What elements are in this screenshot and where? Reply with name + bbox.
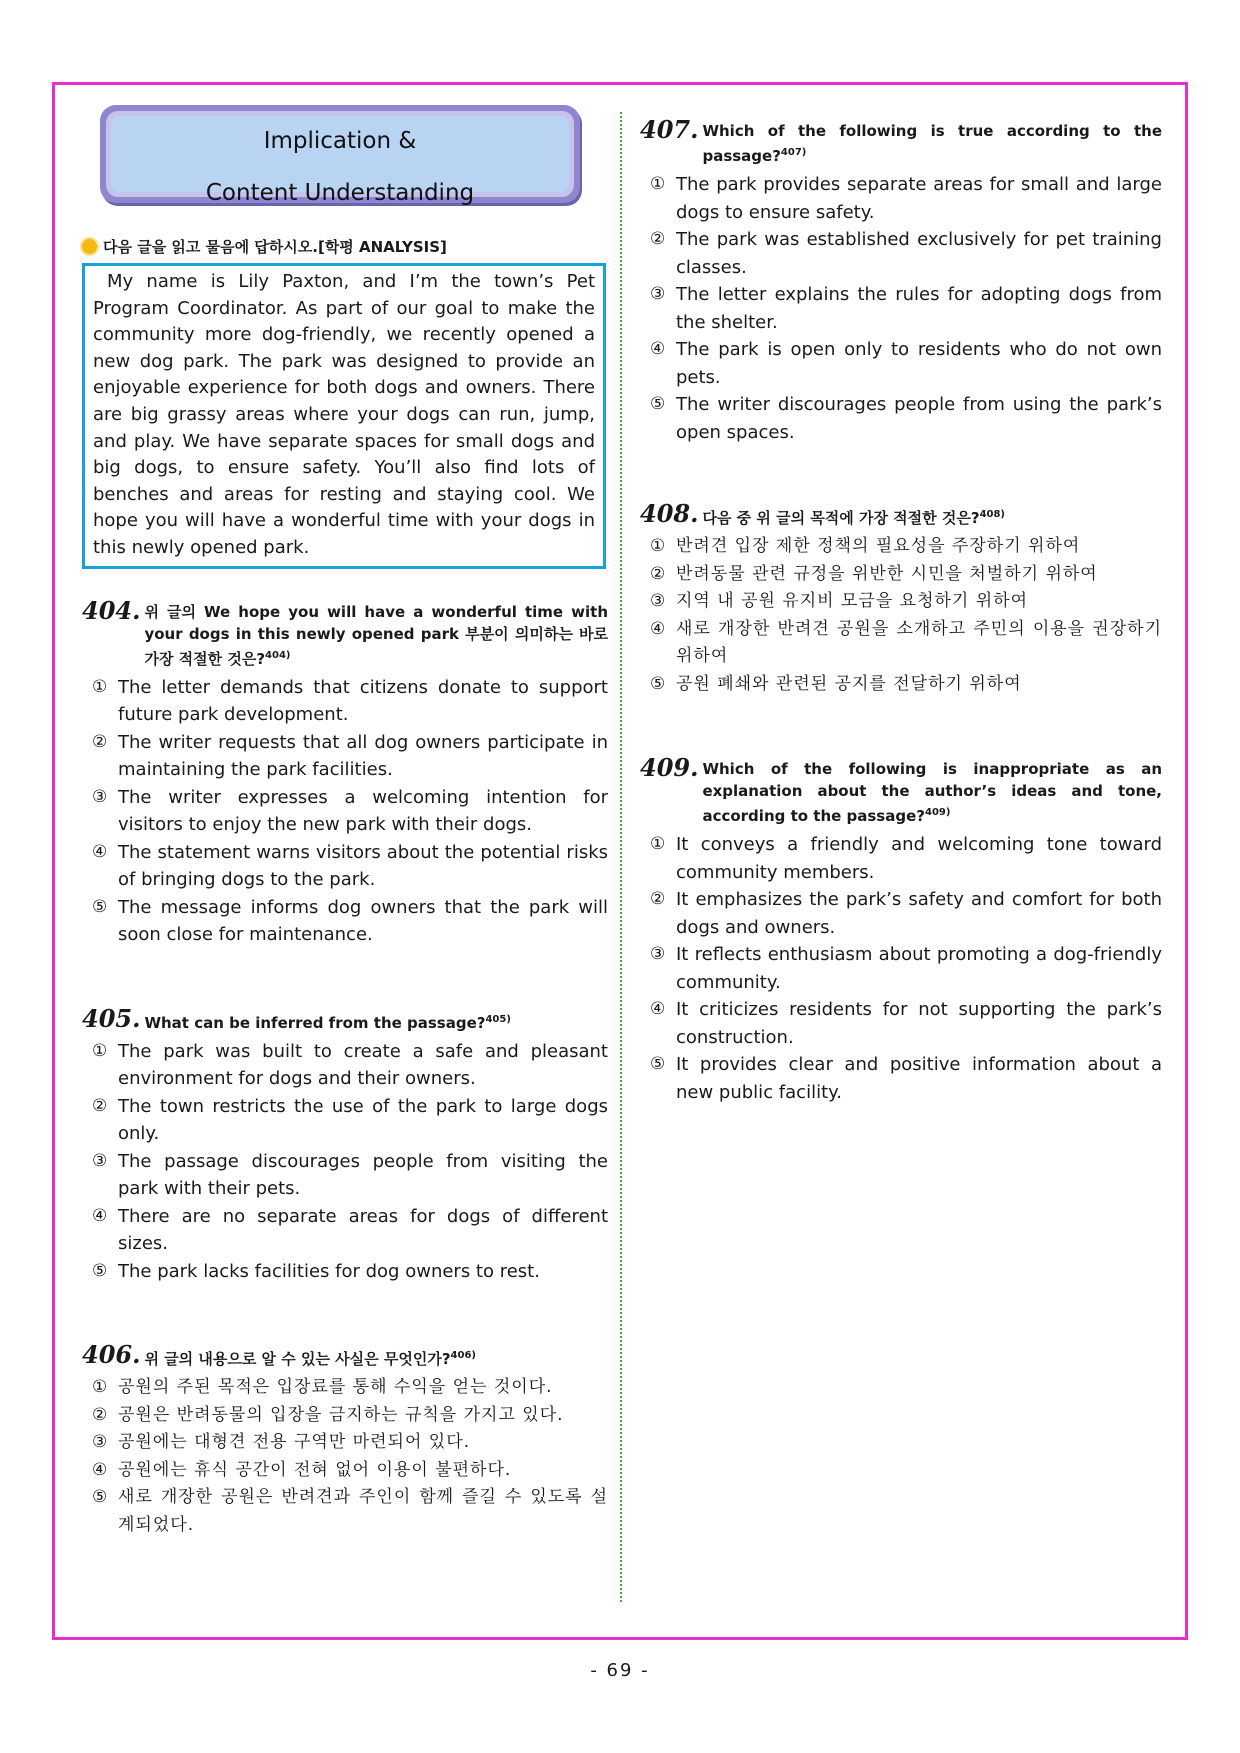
section-title — [206, 102, 474, 206]
option-2[interactable]: ② The writer requests that all dog owners participate in maintaining the park facilities. — [92, 731, 608, 781]
option-5[interactable]: ⑤ The message informs dog owners that the park will soon close for maintenance. — [92, 896, 608, 946]
left-column — [82, 105, 608, 1539]
option-5[interactable]: ⑤ It provides clear and positive information about a new public facility. — [650, 1054, 1162, 1103]
question-409 — [640, 753, 1162, 1106]
question-408 — [640, 499, 1162, 698]
option-5[interactable]: ⑤ The park lacks facilities for dog owners to rest. — [92, 1260, 540, 1282]
option-2[interactable]: ② It emphasizes the park’s safety and comfort for both dogs and owners. — [650, 889, 1162, 938]
options-list — [640, 533, 1162, 698]
question-407 — [640, 115, 1162, 446]
option-3[interactable]: ③ The passage discourages people from visiting the park with their pets. — [92, 1150, 608, 1200]
question-406 — [82, 1340, 608, 1539]
option-4[interactable]: ④ There are no separate areas for dogs of different sizes. — [92, 1205, 608, 1255]
option-5[interactable]: ⑤ 새로 개장한 공원은 반려견과 주인이 함께 즐길 수 있도록 설계되었다. — [92, 1487, 608, 1535]
option-2[interactable]: ② The town restricts the use of the park to large dogs only. — [92, 1095, 608, 1145]
question-number: 406. — [82, 1340, 141, 1370]
option-1[interactable]: ① The park was built to create a safe and pleasant environment for dogs and their owners. — [92, 1040, 608, 1090]
option-3[interactable]: ③ It reflects enthusiasm about promoting a dog-friendly community. — [650, 944, 1162, 993]
footnote-ref: 405) — [485, 1013, 511, 1025]
right-column — [640, 115, 1162, 1106]
option-4[interactable]: ④ 새로 개장한 반려견 공원을 소개하고 주민의 이용을 권장하기 위하여 — [650, 618, 1162, 666]
options-list — [640, 831, 1162, 1106]
question-number: 404. — [82, 595, 141, 625]
section-title-box — [100, 105, 580, 206]
instruction-text: 다음 글을 읽고 물음에 답하시오.[학평 ANALYSIS] — [103, 238, 447, 256]
footnote-ref: 408) — [979, 509, 1006, 520]
option-1[interactable]: ① The park provides separate areas for small and large dogs to ensure safety. — [650, 174, 1162, 223]
question-number: 409. — [640, 753, 699, 782]
column-divider — [620, 112, 622, 1602]
option-3[interactable]: ③ 지역 내 공원 유지비 모금을 요청하기 위하여 — [650, 591, 1029, 611]
question-text: 위 글의 We hope you will have a wonderful time with your dogs in this newly opened park 부분이 의미하는 바로 가장 적절한 것은? — [144, 602, 608, 668]
options-list — [82, 1038, 608, 1286]
option-3[interactable]: ③ The writer expresses a welcoming intention for visitors to enjoy the new park with their dogs. — [92, 786, 608, 836]
option-1[interactable]: ① The letter demands that citizens donate to support future park development. — [92, 676, 608, 726]
option-2[interactable]: ② 반려동물 관련 규정을 위반한 시민을 처벌하기 위하여 — [650, 563, 1098, 584]
option-1[interactable]: ① It conveys a friendly and welcoming tone toward community members. — [650, 834, 1162, 883]
option-1[interactable]: ① 반려견 입장 제한 정책의 필요성을 주장하기 위하여 — [650, 536, 1081, 556]
option-4[interactable]: ④ 공원에는 휴식 공간이 전혀 없어 이용이 불편하다. — [92, 1459, 512, 1480]
question-text: 위 글의 내용으로 알 수 있는 사실은 무엇인가? — [144, 1350, 451, 1369]
passage-box — [82, 263, 606, 569]
question-number: 405. — [82, 1003, 141, 1033]
question-text: Which of the following is inappropriate as an explanation about the author’s ideas and tone, according to the passage? — [702, 760, 1162, 825]
question-number: 407. — [640, 115, 699, 144]
footnote-ref: 406) — [450, 1350, 476, 1362]
options-list — [640, 171, 1162, 446]
flower-icon — [82, 239, 97, 254]
option-4[interactable]: ④ The statement warns visitors about the potential risks of bringing dogs to the park. — [92, 841, 608, 891]
options-list — [82, 674, 608, 949]
option-2[interactable]: ② 공원은 반려동물의 입장을 금지하는 규칙을 가지고 있다. — [92, 1404, 564, 1425]
option-4[interactable]: ④ The park is open only to residents who do not own pets. — [650, 339, 1162, 388]
option-5[interactable]: ⑤ 공원 폐쇄와 관련된 공지를 전달하기 위하여 — [650, 673, 1022, 694]
option-4[interactable]: ④ It criticizes residents for not supporting the park’s construction. — [650, 999, 1162, 1048]
option-3[interactable]: ③ 공원에는 대형견 전용 구역만 마련되어 있다. — [92, 1432, 471, 1453]
section-title-line1: Implication & — [263, 128, 417, 154]
options-list — [82, 1374, 608, 1539]
question-405 — [82, 1003, 608, 1286]
section-title-line2: Content Understanding — [205, 180, 475, 206]
instruction — [82, 236, 608, 257]
footnote-ref: 409) — [924, 807, 951, 818]
option-3[interactable]: ③ The letter explains the rules for adopting dogs from the shelter. — [650, 284, 1162, 333]
question-404 — [82, 595, 608, 949]
passage-text: My name is Lily Paxton, and I’m the town’s Pet Program Coordinator. As part of our goal to make the community more dog-friendly, we recently opened a new dog park. The park was designed to provide an enjoyable experience for both dogs and owners. There are big grassy areas where your dogs can run, jump, and play. We have separate spaces for small dogs and big dogs, to ensure safety. You’ll also find lots of benches and areas for resting and staying cool. We hope you will have a wonderful time with your dogs in this newly opened park. — [93, 271, 595, 558]
option-1[interactable]: ① 공원의 주된 목적은 입장료를 통해 수익을 얻는 것이다. — [92, 1377, 553, 1398]
option-2[interactable]: ② The park was established exclusively for pet training classes. — [650, 229, 1162, 278]
footnote-ref: 404) — [265, 649, 291, 661]
question-text: Which of the following is true according to the passage? — [702, 122, 1162, 165]
question-text: What can be inferred from the passage? — [144, 1013, 486, 1032]
page-number: - 69 - — [590, 1660, 650, 1681]
question-number: 408. — [640, 499, 699, 528]
option-5[interactable]: ⑤ The writer discourages people from using the park’s open spaces. — [650, 394, 1162, 443]
footnote-ref: 407) — [780, 147, 807, 158]
question-text: 다음 중 위 글의 목적에 가장 적절한 것은? — [702, 509, 980, 527]
